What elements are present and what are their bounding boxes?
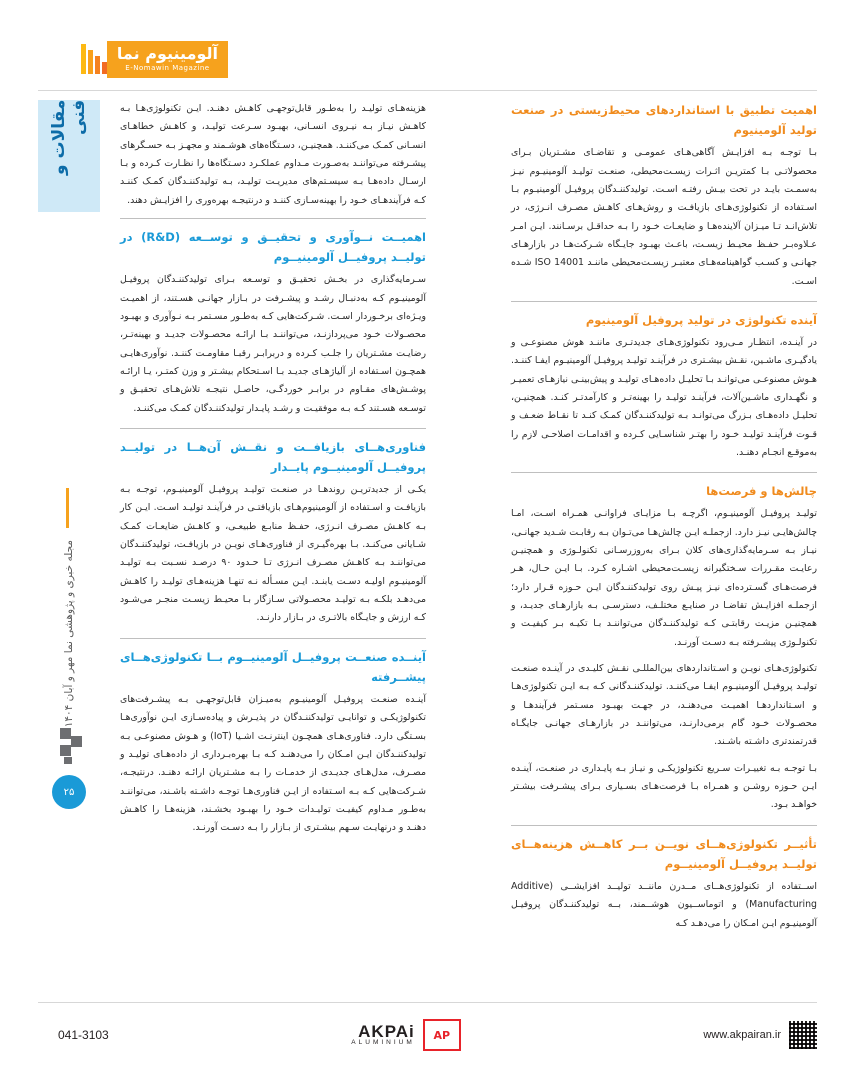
section-paragraph: در آینـده، انتظـار مـی‌رود تکنولوژی‌هـای جدیدتـری ماننـد هوش مصنوعـی و یادگیـری ماشـین، نقـش بیشـتری در فرآینـد تولیـد پروفیـل آلومینیـوم ایفـا کننـد. هـوش مصنوعـی می‌توانـد بـا تحلیـل داده‌هـای تولیـد و پیش‌بینـی نیازهـای تعمیـر و نگهـداری ماشـین‌آلات، فرآینـد تولیـد را بهینه‌تـر و کارآمدتـر کنـد. همچنیـن، تحلیـل داده‌هـای بـزرگ می‌توانـد بـه تولیدکننـدگان کمـک کنـد تا نقـاط ضعـف و قـوت فرآینـد تولیـد خـود را بهتـر شناسـایی کـرده و اقدامـات اصلاحـی لازم را به‌موقـع انجـام دهنـد. [511, 337, 817, 458]
article-section [120, 437, 426, 628]
brand-name: AKPAi [358, 1022, 415, 1042]
section-divider [511, 301, 817, 302]
sidebar-accent-bar [66, 488, 69, 528]
article-column-right [511, 100, 817, 943]
article-section [511, 834, 817, 933]
page-number: ۲۵ [63, 786, 75, 798]
section-paragraph: بـا توجـه بـه تغییـرات سـریع تکنولوژیکـی و نیـاز بـه پایـداری در صنعـت، آینـده ایـن حـوزه روشـن و همـراه بـا فرصت‌هـای بسـیاری بـرای پیشـرفت بیشـتر خواهـد بـود. [511, 762, 817, 811]
section-paragraph: یکـی از جدیدتریـن روندهـا در صنعـت تولیـد پروفیـل آلومینیـوم، توجـه بـه بازیافـت و اسـتفاده از آلومینیوم‌هـای بازیافتـی در فرآینـد تولیـد اسـت. ایـن کار بـه کاهـش مصـرف انـرژی، حفـظ منابـع طبیعـی، و کاهـش ضایعـات کمـک شـایانی می‌کنـد. بـا بهره‌گیـری از فناوری‌هـای نویـن در بازیافـت، تولیدکننـدگان می‌تواننـد بـه کاهـش مصـرف انـرژی تـا حـدود ۹۰ درصـد نسـبت بـه تولیـد آلومینیـوم اولیـه دسـت یابنـد. ایـن مسـأله نـه تنهـا هزینه‌هـای تولیـد را کاهـش می‌دهـد بلکـه بـه تولیـد محصـولاتی سـازگار بـا محیـط زیسـت منجـر می‌شـود کـه ارزش و جایـگاه بالاتـری در بـازار دارنـد. [120, 484, 426, 624]
masthead-title-block [107, 41, 228, 78]
section-divider [120, 428, 426, 429]
section-divider [511, 472, 817, 473]
akpai-wordmark [351, 1023, 414, 1047]
article-section [120, 227, 426, 418]
article-section [511, 100, 817, 291]
section-paragraph: تولیـد پروفیـل آلومینیـوم، اگرچـه بـا مزایـای فراوانـی همـراه اسـت، امـا چالش‌هایـی نیـز دارد. ازجملـه ایـن چالش‌هـا می‌تـوان بـه رقابـت شـدید جهانـی، نیـاز بـه سـرمایه‌گذاری‌های کلان بـرای به‌روزرسـانی تکنولـوژی و همچنیـن رعایـت مقـررات سـختگیرانه زیسـت‌محیطی اشـاره کـرد. بـا ایـن حـال، هـر فرصت‌هـای گسـترده‌ای نیـز پیـش روی تولیدکننـدگان ایـن حـوزه قـرار دارد؛ ازجملـه افزایـش تقاضـا در صنایـع مختلـف، دسترسـی بـه بازارهـای جدیـد، و همچنیـن مزیـت رقابتـی کـه تولیدکننـدگان می‌تواننـد بـا تکیـه بـر کیفیـت و تکنولـوژی پیشـرفته بـه دسـت آورنـد. [511, 508, 817, 648]
section-paragraph: بـا توجـه بـه افزایـش آگاهی‌هـای عمومـی و تقاضـای مشـتریان بـرای محصولاتـی بـا کمتریـن اثـرات زیسـت‌محیطی، صنعـت تولیـد آلومینیـوم نیـز به‌سمـت بایـد در تحت بیـش رفتـه اسـت. تولیدکننـدگان پروفیـل آلومینیـوم بـا اسـتفاده از تکنولوژی‌هـای بازیافـت و روش‌هـای کاهـش مصـرف انـرژی، در تلاش‌انـد تـا میـزان آلاینده‌هـا و ضایعـات خـود را بـه حداقـل برسـانند. ایـن امـر عـلاوه‌بـر حفـظ محیـط زیسـت، باعـث بهبـود جایـگاه شـرکت‌هـا در بازارهـای جهانـی و کسـب گواهینامه‌هـای معتبـر زیسـت‌محیطی ماننـد ISO 14001 شـده اسـت. [511, 147, 817, 287]
masthead-title-fa: آلومینیوم نما [116, 43, 218, 63]
article-section [120, 647, 426, 838]
section-heading: آینــده صنعــت پروفیــل آلومینیــوم بــا تکنولوژی‌هــای پیشــرفته [120, 649, 426, 684]
article-section [511, 481, 817, 814]
section-heading: چالش‌ها و فرصت‌ها [706, 484, 817, 499]
footer-phone: 041-3103 [58, 1028, 109, 1042]
section-heading: فناوری‌هــای بازیافــت و نقــش آن‌هــا در تولیــد پروفیــل آلومینیــوم پایــدار [120, 439, 426, 474]
column-intro-paragraph: هزینه‌هـای تولیـد را به‌طـور قابل‌توجهـی کاهـش دهنـد. ایـن تکنولوژی‌هـا بـه کاهـش نیـاز بـه نیـروی انسـانی، بهبـود سـرعت تولیـد، و کاهـش خطاهـای انسـانی کمـک می‌کننـد. همچنیـن، دسـتگاه‌های هوشـمند و مجهـز بـه حسـگرهای پیشـرفته می‌تواننـد به‌صـورت مـداوم عملکـرد دسـتگاه‌ها را نظـارت کـرده و بـا ارسـال داده‌هـا بـه سیسـتم‌های مدیریـت تولیـد، بـه تولیدکننـدگان کمـک کننـد کـه فرآیندهـای خـود را بهینه‌سـازی کننـد و درنتیجـه بهره‌وری را افزایـش دهند. [120, 103, 426, 206]
section-paragraph: سـرمایه‌گذاری در بخـش تحقیـق و توسـعه بـرای تولیدکننـدگان پروفیـل آلومینیـوم کـه به‌دنبـال رشـد و پیشـرفت در بـازار جهانـی هسـتند، از اهمیـت ویـژه‌ای برخـوردار اسـت. شـرکت‌هایی کـه به‌طـور مسـتمر بـه نـوآوری و بهبـود محصـولات خـود می‌پردازنـد، می‌تواننـد بـا ارائـه محصـولات جدیـد و بهینه‌تـر، رضایـت مشـتریان را جلـب کـرده و دربرابـر رقبـا مقاومـت کننـد. نوآوری‌هایـی همچـون اسـتفاده از آلیاژهـای جدیـد بـا اسـتحکام بیشـتر و وزن کمتـر، یـا ارائـه پوشـش‌های مقـاوم در برابـر خوردگـی، حاصـل نتیجـه تلاش‌هـای تحقیـق و توسـعه هسـتند کـه بـه موفقیـت و رشـد پایـدار تولیدکننـدگان کمـک می‌کننـد. [120, 274, 426, 414]
page-number-badge [52, 775, 86, 809]
section-heading: اهمیــت نــوآوری و تحقیــق و توســعه (R&D) در تولیــد پروفیــل آلومینیــوم [120, 229, 426, 265]
section-heading: آینده تکنولوژی در تولید پروفیل آلومینیوم [585, 312, 817, 327]
masthead-title-en: E-Nomawin Magazine [125, 63, 210, 72]
article-column-left [120, 100, 426, 848]
section-tab [38, 100, 100, 212]
akpai-square-icon [58, 726, 84, 766]
qr-code-icon[interactable] [789, 1021, 817, 1049]
header-divider [38, 90, 817, 91]
masthead-logo [38, 40, 228, 78]
footer-website-group [703, 1021, 817, 1049]
footer-website-link[interactable]: www.akpairan.ir [703, 1029, 781, 1041]
section-heading: اهمیت تطبیق با استانداردهای محیط‌زیستی در صنعت تولید آلومینیوم [511, 103, 817, 138]
akpai-logo-icon: AP [423, 1019, 461, 1051]
section-tab-label: مقالات و فنی [49, 100, 89, 176]
footer-divider [38, 1002, 817, 1003]
section-heading: تأثیــر تکنولوژی‌هــای نویــن بــر کاهــش هزینه‌هــای تولیــد پروفیــل آلومینیــوم [511, 836, 817, 871]
footer-brand [351, 1019, 460, 1051]
section-divider [511, 825, 817, 826]
bars-logo-icon [81, 44, 107, 74]
article-section [511, 310, 817, 462]
section-paragraph: اســتفاده از تکنولوژی‌هــای مــدرن ماننــد تولیــد افزایشــی (Additive Manufacturing) و اتوماســیون هوشــمند، بــه تولیدکننـدگان پروفیـل آلومینیـوم ایـن امـکان را می‌دهـد کـه [511, 880, 817, 929]
section-paragraph: آینـده صنعـت پروفیـل آلومینیـوم به‌میـزان قابل‌توجهـی بـه پیشـرفت‌های تکنولوژیکـی و توانایـی تولیدکننـدگان در پذیـرش و پیاده‌سـازی ایـن نوآوری‌هـا بسـتگی دارد. فناوری‌هـای همچـون اینترنـت اشـیا (IoT) و هـوش مصنوعـی بـه تولیدکننـدگان ایـن امـکان را می‌دهنـد کـه بـا بهره‌بـرداری از داده‌هـای تولیـد و مصـرف، مدل‌هـای جدیـدی از خدمـات را بـه مشـتریان ارائـه دهنـد. درنتیجـه، شـرکت‌هایی کـه بـه اسـتفاده از ایـن فناوری‌هـا توجـه داشـته باشـند، می‌تواننـد به‌طـور مـداوم کیفیـت تولیـدات خـود را بهبـود بخشـند، هزینه‌هـا را کاهـش دهنـد و درنهایـت سـهم بیشـتری از بـازار را بـه دسـت آورنـد. [120, 693, 426, 834]
section-divider [120, 218, 426, 219]
brand-subtitle: ALUMINIUM [351, 1039, 415, 1047]
page-footer [38, 1012, 817, 1058]
issue-info-label: مجله خبری و پژوهشی نما مهر و آبان ۱۴۰۴ [62, 540, 75, 728]
section-divider [120, 638, 426, 639]
section-paragraph: تکنولوژی‌هـای نویـن و اسـتانداردهای بین‌المللـی نقـش کلیـدی در آینـده صنعـت تولیـد پروفیـل آلومینیـوم ایفـا می‌کننـد. تولیدکننـدگانی کـه بـه ایـن تکنولوژی‌هـا و اسـتانداردهـا اهمیـت می‌دهنـد، در جهـت بهبـود مسـتمر فرآیندهـا و محصـولات خـود گام برمی‌دارنـد، می‌تواننـد در بازارهـای جهانـی جایگـاه قدرتمندتری داشـته باشـند. [511, 663, 817, 748]
